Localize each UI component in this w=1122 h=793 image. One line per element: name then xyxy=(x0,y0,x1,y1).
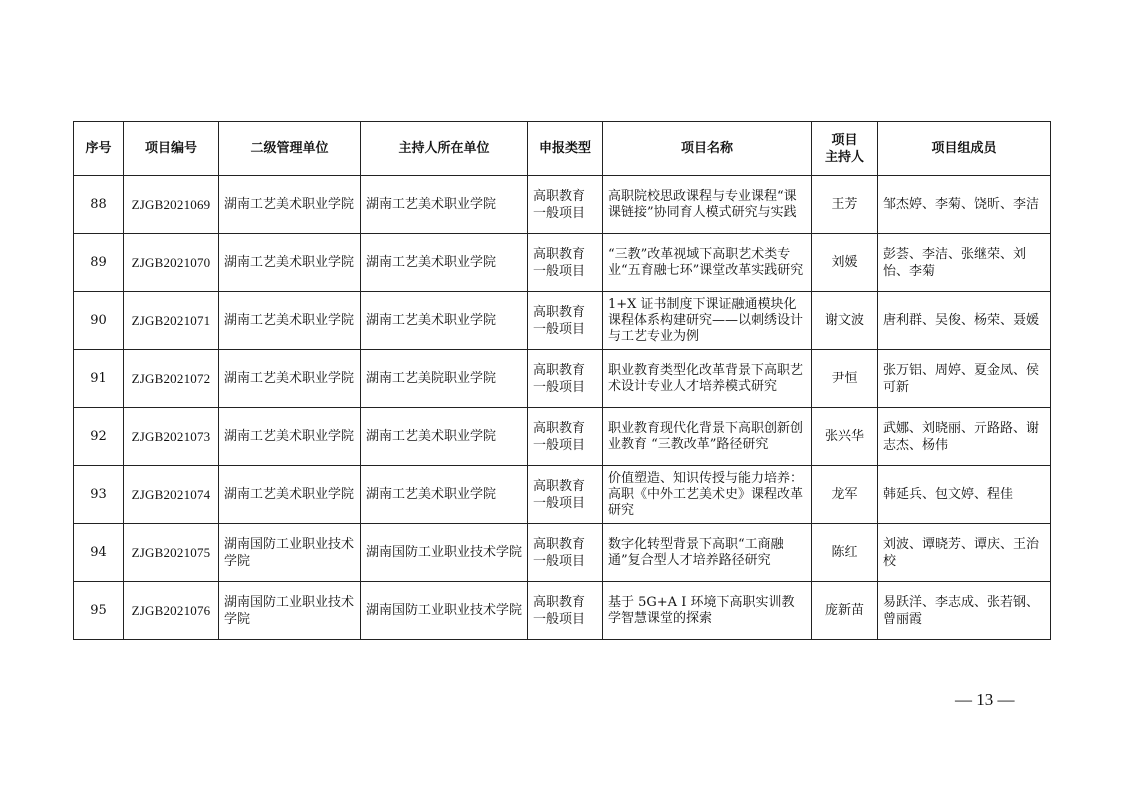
cell-seq: 89 xyxy=(74,234,124,292)
cell-type: 高职教育一般项目 xyxy=(528,176,603,234)
cell-host: 张兴华 xyxy=(812,408,878,466)
cell-name: 1+X 证书制度下课证融通模块化课程体系构建研究——以刺绣设计与工艺专业为例 xyxy=(603,292,812,350)
cell-code: ZJGB2021069 xyxy=(124,176,219,234)
cell-host: 谢文波 xyxy=(812,292,878,350)
table-row xyxy=(74,350,1051,408)
cell-type: 高职教育一般项目 xyxy=(528,582,603,640)
cell-seq: 95 xyxy=(74,582,124,640)
cell-seq: 88 xyxy=(74,176,124,234)
cell-unit: 湖南国防工业职业技术学院 xyxy=(219,524,361,582)
cell-name: 价值塑造、知识传授与能力培养：高职《中外工艺美术史》课程改革研究 xyxy=(603,466,812,524)
cell-name: 职业教育类型化改革背景下高职艺术设计专业人才培养模式研究 xyxy=(603,350,812,408)
cell-type: 高职教育一般项目 xyxy=(528,234,603,292)
cell-host-unit: 湖南国防工业职业技术学院 xyxy=(361,524,528,582)
cell-name: 数字化转型背景下高职“工商融通”复合型人才培养路径研究 xyxy=(603,524,812,582)
cell-host: 陈红 xyxy=(812,524,878,582)
cell-type: 高职教育一般项目 xyxy=(528,524,603,582)
cell-type: 高职教育一般项目 xyxy=(528,292,603,350)
cell-type: 高职教育一般项目 xyxy=(528,350,603,408)
cell-name: 高职院校思政课程与专业课程“课课链接”协同育人模式研究与实践 xyxy=(603,176,812,234)
cell-code: ZJGB2021073 xyxy=(124,408,219,466)
header-host xyxy=(812,122,878,176)
cell-unit: 湖南工艺美术职业学院 xyxy=(219,350,361,408)
header-members: 项目组成员 xyxy=(878,122,1051,176)
cell-code: ZJGB2021075 xyxy=(124,524,219,582)
cell-code: ZJGB2021070 xyxy=(124,234,219,292)
table-row xyxy=(74,234,1051,292)
project-table xyxy=(73,121,1051,640)
cell-members: 刘波、谭晓芳、谭庆、王治校 xyxy=(878,524,1051,582)
page-number: — 13 — xyxy=(955,690,1015,709)
header-host-line2: 主持人 xyxy=(824,149,864,165)
header-host-unit: 主持人所在单位 xyxy=(361,122,528,176)
cell-host: 庞新苗 xyxy=(812,582,878,640)
cell-members: 武娜、刘晓丽、亓路路、谢志杰、杨伟 xyxy=(878,408,1051,466)
cell-name: “三教”改革视域下高职艺术类专业“五育融七环”课堂改革实践研究 xyxy=(603,234,812,292)
cell-host-unit: 湖南工艺美术职业学院 xyxy=(361,234,528,292)
cell-name: 职业教育现代化背景下高职创新创业教育 “三教改革”路径研究 xyxy=(603,408,812,466)
header-seq: 序号 xyxy=(74,122,124,176)
cell-host-unit: 湖南工艺美术职业学院 xyxy=(361,408,528,466)
table-row xyxy=(74,292,1051,350)
table-header-row xyxy=(74,122,1051,176)
cell-type: 高职教育一般项目 xyxy=(528,466,603,524)
table-row xyxy=(74,466,1051,524)
cell-seq: 90 xyxy=(74,292,124,350)
cell-type: 高职教育一般项目 xyxy=(528,408,603,466)
cell-unit: 湖南工艺美术职业学院 xyxy=(219,292,361,350)
table-row xyxy=(74,582,1051,640)
cell-code: ZJGB2021071 xyxy=(124,292,219,350)
cell-unit: 湖南国防工业职业技术学院 xyxy=(219,582,361,640)
header-type: 申报类型 xyxy=(528,122,603,176)
cell-unit: 湖南工艺美术职业学院 xyxy=(219,176,361,234)
cell-seq: 93 xyxy=(74,466,124,524)
cell-code: ZJGB2021076 xyxy=(124,582,219,640)
cell-host-unit: 湖南工艺美术职业学院 xyxy=(361,292,528,350)
cell-seq: 92 xyxy=(74,408,124,466)
header-code: 项目编号 xyxy=(124,122,219,176)
cell-host: 尹恒 xyxy=(812,350,878,408)
cell-name: 基于 5G+A I 环境下高职实训教学智慧课堂的探索 xyxy=(603,582,812,640)
header-host-line1: 项目 xyxy=(831,132,858,148)
cell-members: 韩延兵、包文婷、程佳 xyxy=(878,466,1051,524)
cell-host: 龙军 xyxy=(812,466,878,524)
cell-code: ZJGB2021074 xyxy=(124,466,219,524)
table-row xyxy=(74,408,1051,466)
header-unit: 二级管理单位 xyxy=(219,122,361,176)
cell-host: 王芳 xyxy=(812,176,878,234)
cell-members: 彭荟、李洁、张继荣、刘怡、李菊 xyxy=(878,234,1051,292)
cell-host: 刘媛 xyxy=(812,234,878,292)
cell-unit: 湖南工艺美术职业学院 xyxy=(219,466,361,524)
cell-members: 唐利群、吴俊、杨荣、聂媛 xyxy=(878,292,1051,350)
cell-members: 邹杰婷、李菊、饶昕、李洁 xyxy=(878,176,1051,234)
cell-host-unit: 湖南工艺美术职业学院 xyxy=(361,466,528,524)
cell-unit: 湖南工艺美术职业学院 xyxy=(219,408,361,466)
header-name: 项目名称 xyxy=(603,122,812,176)
cell-members: 张万铝、周婷、夏金凤、侯可新 xyxy=(878,350,1051,408)
table-row xyxy=(74,176,1051,234)
cell-host-unit: 湖南国防工业职业技术学院 xyxy=(361,582,528,640)
cell-members: 易跃洋、李志成、张若钢、曾丽霞 xyxy=(878,582,1051,640)
cell-host-unit: 湖南工艺美术职业学院 xyxy=(361,176,528,234)
cell-seq: 91 xyxy=(74,350,124,408)
cell-host-unit: 湖南工艺美院职业学院 xyxy=(361,350,528,408)
table-row xyxy=(74,524,1051,582)
cell-unit: 湖南工艺美术职业学院 xyxy=(219,234,361,292)
cell-seq: 94 xyxy=(74,524,124,582)
cell-code: ZJGB2021072 xyxy=(124,350,219,408)
